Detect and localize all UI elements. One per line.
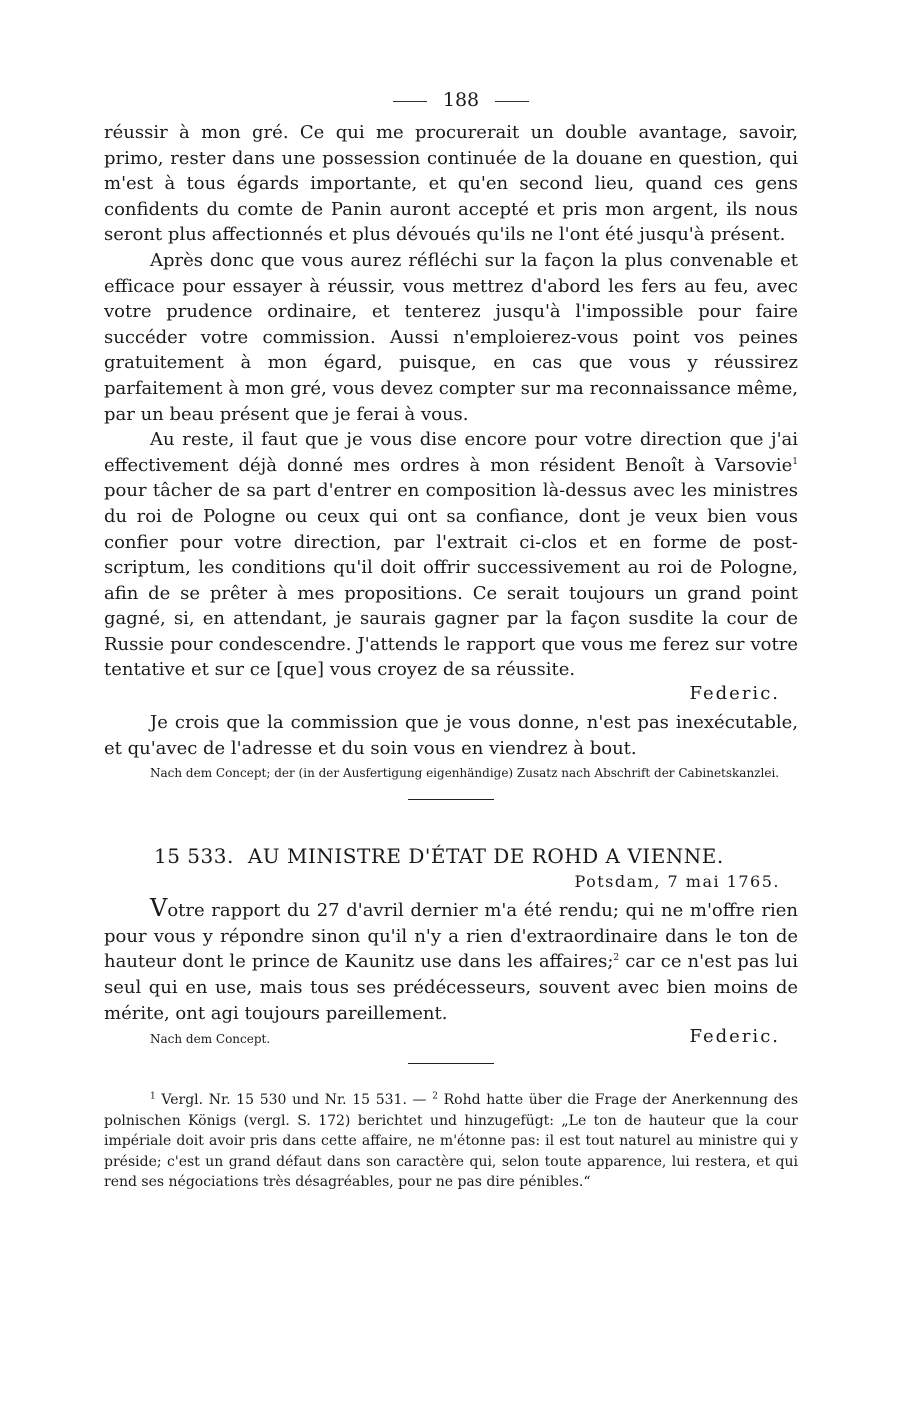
footnote-2: Rohd hatte über die Frage der Anerkennung des polnischen Königs (vergl. S. 172) berichtet und hinzugefügt: „Le ton de hauteur que la cour impériale doit avoir pris dans cette affaire, ne m'étonne pas: il est tout naturel au ministre qui y préside; c'est un grand défaut dans son caractère qui, selon toute apparence, lui restera, et qui rend ses négociations très désagréables, pour ne pas dire pénibles.“ <box>104 1092 799 1191</box>
page-number-dash-right <box>495 101 529 102</box>
letter-body-text-a: Votre rapport du 27 d'avril dernier m'a été rendu; qui ne m'offre rien pour vous y répondre sinon qu'il n'y a rien d'extraordinaire dans le ton de hauteur dont le prince de Kaunitz use dans les affaires; <box>104 894 798 973</box>
letter-body-text-b: car ce n'est pas lui seul qui en use, mais tous ses prédécesseurs, souvent avec bien moins de mérite, ont agi toujours pareillement. <box>104 951 798 1024</box>
page-number-header <box>124 80 798 120</box>
paragraph-2: Après donc que vous aurez réfléchi sur la façon la plus convenable et efficace pour essayer à réussir, vous mettrez d'abord les fers au feu, avec votre prudence ordinaire, et tenterez jusqu'à l'impossible pour faire succéder votre commission. Aussi n'emploierez-vous point vos peines gratuitement à mon égard, puisque, en cas que vous y réussirez parfaitement à mon gré, vous devez compter sur ma reconnaissance même, par un beau présent que je ferai à vous. <box>104 249 798 425</box>
page-number-dash-left <box>393 101 427 102</box>
letter-number: 15 533. <box>154 844 234 869</box>
letter-body <box>104 896 798 1026</box>
letter-title: AU MINISTRE D'ÉTAT DE ROHD A VIENNE. <box>247 844 724 869</box>
paragraph-3 <box>104 427 798 683</box>
source-note-1: Nach dem Concept; der (in der Ausfertigung eigenhändige) Zusatz nach Abschrift der Cabinetskanzlei. <box>150 766 780 781</box>
signature-row-1 <box>104 683 798 704</box>
letter-heading <box>104 842 798 870</box>
signature-2: Federic. <box>689 1026 780 1048</box>
dateline: Potsdam, 7 mai 1765. <box>574 872 780 892</box>
footnote-ref-2: 2 <box>613 953 620 964</box>
footnotes <box>104 1090 798 1193</box>
footnote-mark-1: 1 <box>150 1091 156 1102</box>
footnote-1: Vergl. Nr. 15 530 und Nr. 15 531. — <box>155 1092 433 1109</box>
footnote-mark-2: 2 <box>432 1091 438 1102</box>
page-number: 188 <box>442 89 480 111</box>
section-divider-1 <box>408 799 494 800</box>
section-divider-2 <box>408 1063 494 1064</box>
page <box>104 80 798 1193</box>
postscript: Je crois que la commission que je vous donne, n'est pas inexécutable, et qu'avec de l'adresse et du soin vous en viendrez à bout. <box>104 712 798 759</box>
paragraph-3-text-b: pour tâcher de sa part d'entrer en composition là-dessus avec les ministres du roi de Pologne ou ceux qui ont sa confiance, dont je veux bien vous confier pour votre direction, par l'extrait ci-clos et en forme de post-scriptum, les conditions qu'il doit offrir successivement au roi de Pologne, afin de se prêter à mes propositions. Ce serait toujours un grand point gagné, si, en attendant, je saurais gagner par la façon susdite la cour de Russie pour condescendre. J'attends le rapport que vous me ferez sur votre tentative et sur ce [que] vous croyez de sa réussite. <box>104 480 798 681</box>
source-note-2: Nach dem Concept. <box>150 1032 271 1047</box>
paragraph-1: réussir à mon gré. Ce qui me procurerait un double avantage, savoir, primo, rester dans une possession continuée de la douane en question, qui m'est à tous égards importante, et qu'en second lieu, quand ces gens confidents du comte de Panin auront accepté et pris mon argent, ils nous seront plus affectionnés et plus dévoués qu'ils ne l'ont été jusqu'à présent. <box>104 122 798 246</box>
paragraph-3-text-a: Au reste, il faut que je vous dise encore pour votre direction que j'ai effectivement déjà donné mes ordres à mon résident Benoît à Varsovie <box>104 429 798 476</box>
signature-1: Federic. <box>689 683 780 705</box>
footnote-ref-1: 1 <box>792 456 798 467</box>
signature-row-2 <box>104 1026 798 1047</box>
